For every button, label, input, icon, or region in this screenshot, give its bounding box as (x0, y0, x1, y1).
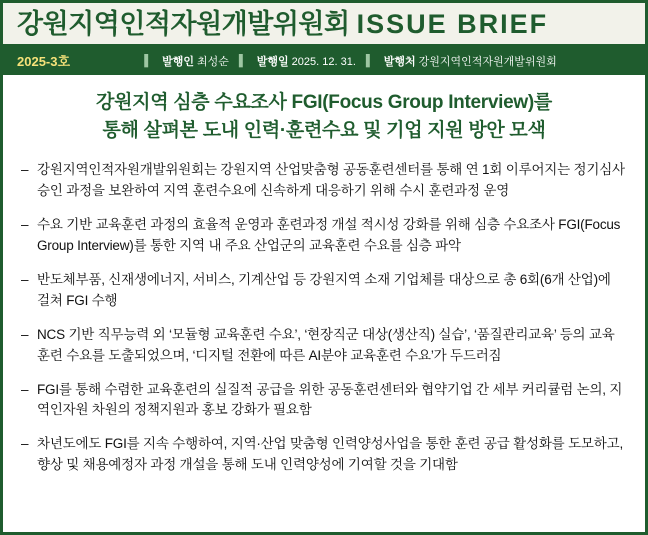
page-title-line-1: 강원지역 심층 수요조사 FGI(Focus Group Interview)를 (96, 92, 552, 114)
page-title (21, 89, 627, 144)
publication-meta (70, 53, 631, 69)
publisher-org-label: 발행처 (383, 55, 416, 68)
page-header (3, 3, 645, 46)
list-item-text: 반도체부품, 신재생에너지, 서비스, 기계산업 등 강원지역 소재 기업체를 대상으로 총 6회(6개 산업)에 걸쳐 FGI 수행 (37, 271, 611, 308)
header-title-korean: 강원지역인적자원개발위원회 (17, 9, 350, 39)
publisher-person-label: 발행인 (162, 55, 194, 68)
page-title-line-2: 통해 살펴본 도내 인력·훈련수요 및 기업 지원 방안 모색 (102, 119, 546, 141)
publisher-org-value: 강원지역인적자원개발위원회 (418, 55, 557, 68)
publisher-person-value: 최성순 (197, 55, 229, 68)
summary-bullet-list (21, 160, 627, 476)
meta-separator-1: ▌ (144, 54, 153, 67)
header-title (17, 9, 631, 40)
document-body (3, 75, 645, 497)
list-item-text: 수요 기반 교육훈련 과정의 효율적 운영과 훈련과정 개설 적시성 강화를 위해 심층 수요조사 FGI(Focus Group Interview)를 통한 지역 내 주요 산업군의 교육훈련 수요를 심층 파악 (37, 216, 621, 253)
list-item (21, 160, 627, 202)
list-item-text: 차년도에도 FGI를 지속 수행하여, 지역·산업 맞춤형 인력양성사업을 통한 훈련 공급 활성화를 도모하고, 향상 및 채용예정자 과정 개설을 통해 도내 인력양성에 기여할 것을 기대함 (37, 436, 623, 473)
list-item-text: FGI를 통해 수렴한 교육훈련의 실질적 공급을 위한 공동훈련센터와 협약기업 간 세부 커리큘럼 논의, 지역인자원 차원의 정책지원과 홍보 강화가 필요함 (37, 381, 623, 418)
publication-date (257, 53, 356, 69)
header-title-brief: ISSUE BRIEF (356, 9, 549, 39)
list-item (21, 325, 627, 367)
issue-number: 2025-3호 (17, 54, 71, 70)
list-item (21, 434, 627, 476)
list-item (21, 215, 627, 257)
bullet-dash-icon: – (21, 216, 29, 232)
bullet-dash-icon: – (21, 326, 29, 342)
bullet-dash-icon: – (21, 162, 29, 178)
publisher-org (384, 53, 557, 69)
list-item-text: 강원지역인적자원개발위원회는 강원지역 산업맞춤형 공동훈련센터를 통해 연 1회 이루어지는 정기심사 승인 과정을 보완하여 지역 훈련수요에 신속하게 대응하기 위해 수시 훈련과정 운영 (37, 162, 625, 199)
publication-date-value: 2025. 12. 31. (291, 55, 356, 68)
publisher-person (162, 53, 229, 69)
bullet-dash-icon: – (21, 381, 29, 397)
header-subbar (3, 46, 645, 75)
bullet-dash-icon: – (21, 436, 29, 452)
publication-date-label: 발행일 (256, 55, 289, 68)
meta-separator-3: ▌ (365, 54, 374, 67)
list-item (21, 380, 627, 422)
bullet-dash-icon: – (21, 271, 29, 287)
list-item (21, 270, 627, 312)
meta-separator-2: ▌ (238, 54, 247, 67)
list-item-text: NCS 기반 직무능력 외 ‘모듈형 교육훈련 수요’, ‘현장직군 대상(생산직) 실습’, ‘품질관리교육’ 등의 교육훈련 수요를 도출되었으며, ‘디지털 전환에 따른 AI분야 교육훈련 수요’가 두드러짐 (37, 326, 615, 363)
